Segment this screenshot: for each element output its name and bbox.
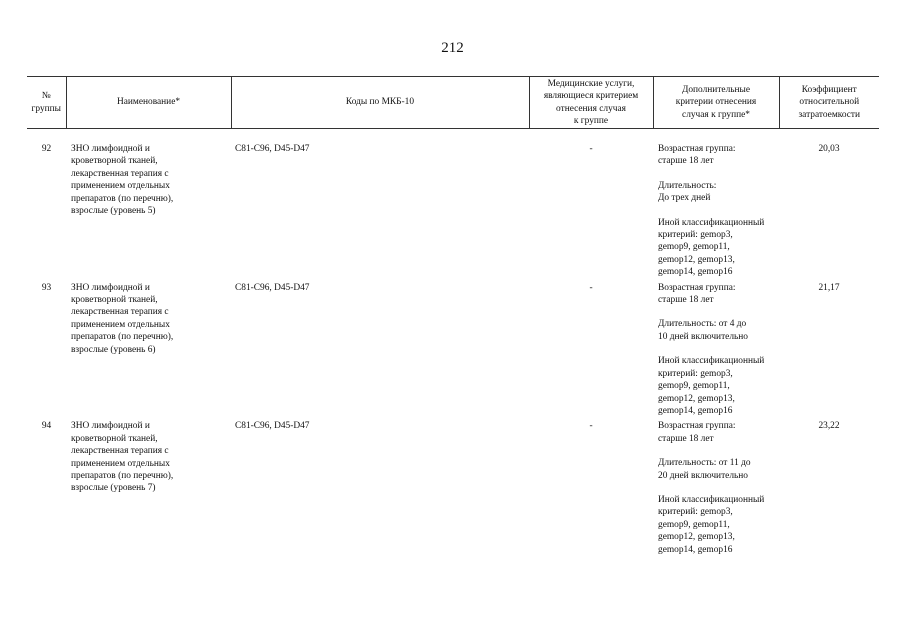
header-coefficient bbox=[779, 77, 879, 129]
icd-codes: C81-C96, D45-D47 bbox=[235, 282, 310, 293]
header-number bbox=[27, 77, 66, 129]
medical-services: - bbox=[589, 282, 593, 293]
group-name bbox=[66, 417, 231, 556]
criteria-block bbox=[658, 282, 779, 307]
criteria-line: старше 18 лет bbox=[658, 433, 714, 444]
medical-services: - bbox=[589, 144, 593, 154]
header-line: Коды по МКБ-10 bbox=[345, 97, 415, 108]
header-line: Медицинские услуги, bbox=[547, 78, 635, 89]
criteria-block bbox=[658, 180, 779, 205]
criteria-line: Длительность: от 4 до bbox=[658, 319, 747, 330]
header-line: группы bbox=[31, 103, 61, 114]
criteria-line: Длительность: от 11 до bbox=[658, 458, 751, 469]
group-name-line: взрослые (уровень 5) bbox=[71, 206, 156, 217]
criteria-block bbox=[658, 494, 779, 556]
table-row bbox=[27, 279, 879, 418]
criteria-line: gemop14, gemop16 bbox=[658, 405, 733, 416]
group-name-line: препаратов (по перечню), bbox=[71, 332, 174, 343]
criteria-line: критерий: gemop3, bbox=[658, 368, 733, 379]
group-name-line: применением отдельных bbox=[71, 458, 170, 469]
criteria-line: gemop12, gemop13, bbox=[658, 254, 735, 265]
criteria-line: gemop14, gemop16 bbox=[658, 267, 733, 278]
criteria-line: gemop12, gemop13, bbox=[658, 393, 735, 404]
header-line: критерии отнесения bbox=[675, 97, 757, 108]
criteria-line: До трех дней bbox=[658, 193, 711, 204]
group-name-line: взрослые (уровень 7) bbox=[71, 483, 156, 494]
criteria-line: gemop9, gemop11, bbox=[658, 242, 730, 253]
group-name-line: препаратов (по перечню), bbox=[71, 193, 174, 204]
additional-criteria bbox=[653, 279, 779, 418]
group-name-line: кроветворной тканей, bbox=[71, 295, 158, 306]
header-line: Коэффициент bbox=[801, 84, 857, 95]
criteria-line: gemop14, gemop16 bbox=[658, 544, 733, 555]
header-line: случая к группе* bbox=[682, 109, 750, 120]
table-header-row bbox=[27, 77, 879, 129]
cost-coefficient: 21,17 bbox=[818, 282, 840, 293]
icd-codes: C81-C96, D45-D47 bbox=[235, 421, 310, 432]
groups-table bbox=[27, 76, 879, 556]
table-row bbox=[27, 417, 879, 556]
group-number: 92 bbox=[41, 144, 52, 154]
header-services bbox=[529, 77, 653, 129]
group-number: 93 bbox=[41, 282, 52, 293]
group-name-line: применением отдельных bbox=[71, 181, 170, 192]
criteria-line: Возрастная группа: bbox=[658, 421, 736, 432]
criteria-block bbox=[658, 143, 779, 168]
criteria-line: Иной классификационный bbox=[658, 356, 765, 367]
cost-coefficient: 20,03 bbox=[818, 144, 840, 154]
criteria-block bbox=[658, 420, 779, 445]
group-name-line: кроветворной тканей, bbox=[71, 156, 158, 167]
criteria-block bbox=[658, 318, 779, 343]
criteria-line: Иной классификационный bbox=[658, 217, 765, 228]
header-line: затратоемкости bbox=[798, 109, 861, 120]
group-name-line: применением отдельных bbox=[71, 319, 170, 330]
group-name-line: ЗНО лимфоидной и bbox=[71, 144, 150, 154]
icd-codes: C81-C96, D45-D47 bbox=[235, 144, 310, 154]
header-line: отнесения случая bbox=[556, 103, 626, 114]
criteria-line: gemop9, gemop11, bbox=[658, 381, 730, 392]
header-line: Дополнительные bbox=[681, 84, 751, 95]
criteria-line: Иной классификационный bbox=[658, 494, 765, 505]
cost-coefficient: 23,22 bbox=[818, 421, 840, 432]
medical-services: - bbox=[589, 421, 593, 432]
criteria-block bbox=[658, 355, 779, 417]
header-name bbox=[66, 77, 231, 129]
criteria-line: старше 18 лет bbox=[658, 295, 714, 306]
criteria-block bbox=[658, 457, 779, 482]
group-name-line: лекарственная терапия с bbox=[71, 446, 169, 457]
criteria-line: gemop12, gemop13, bbox=[658, 532, 735, 543]
header-codes bbox=[231, 77, 529, 129]
criteria-line: gemop9, gemop11, bbox=[658, 519, 730, 530]
page-number: 212 bbox=[441, 40, 464, 56]
header-line: № bbox=[41, 91, 51, 102]
group-name-line: препаратов (по перечню), bbox=[71, 470, 174, 481]
additional-criteria bbox=[653, 129, 779, 279]
criteria-line: Возрастная группа: bbox=[658, 282, 736, 293]
group-name-line: ЗНО лимфоидной и bbox=[71, 282, 150, 293]
criteria-line: Возрастная группа: bbox=[658, 144, 736, 154]
group-name-line: лекарственная терапия с bbox=[71, 168, 169, 179]
criteria-block bbox=[658, 217, 779, 279]
group-name bbox=[66, 129, 231, 279]
criteria-line: старше 18 лет bbox=[658, 156, 714, 167]
criteria-line: критерий: gemop3, bbox=[658, 230, 733, 241]
header-line: к группе bbox=[573, 115, 609, 126]
additional-criteria bbox=[653, 417, 779, 556]
header-line: относительной bbox=[799, 97, 860, 108]
group-name-line: ЗНО лимфоидной и bbox=[71, 421, 150, 432]
header-line: Наименование* bbox=[116, 97, 181, 108]
header-line: являющиеся критерием bbox=[543, 91, 639, 102]
header-criteria bbox=[653, 77, 779, 129]
group-name-line: кроветворной тканей, bbox=[71, 433, 158, 444]
criteria-line: критерий: gemop3, bbox=[658, 507, 733, 518]
criteria-line: 10 дней включительно bbox=[658, 331, 748, 342]
group-name bbox=[66, 279, 231, 418]
criteria-line: Длительность: bbox=[658, 180, 717, 191]
group-name-line: взрослые (уровень 6) bbox=[71, 344, 156, 355]
table-row bbox=[27, 129, 879, 279]
group-name-line: лекарственная терапия с bbox=[71, 307, 169, 318]
group-number: 94 bbox=[41, 421, 52, 432]
criteria-line: 20 дней включительно bbox=[658, 470, 748, 481]
